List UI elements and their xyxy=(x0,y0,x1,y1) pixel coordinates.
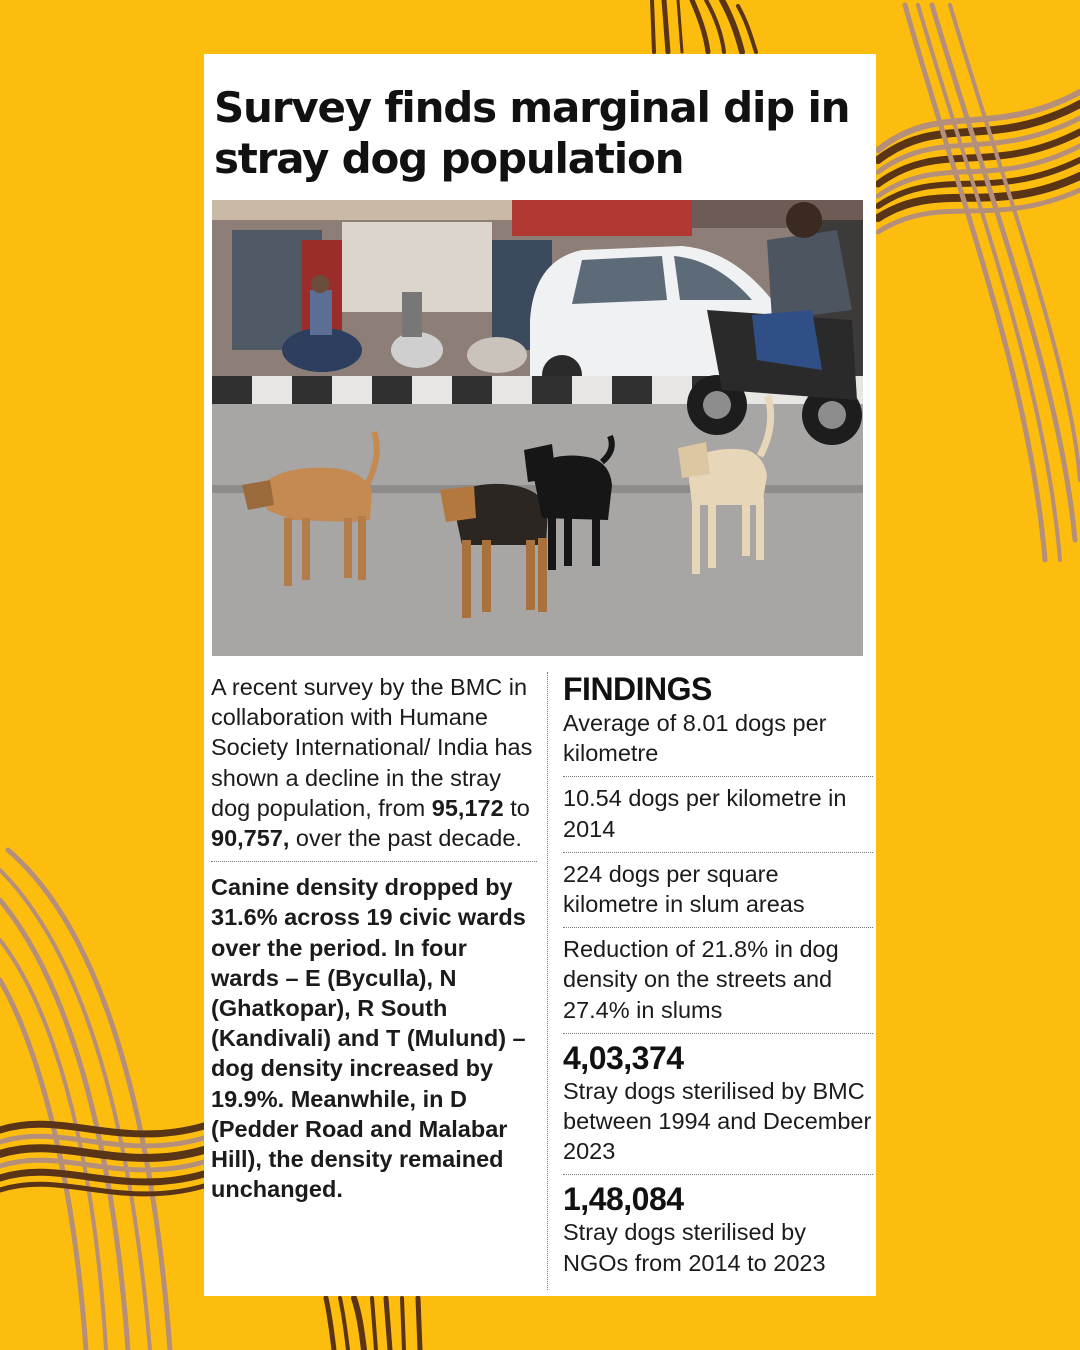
finding-text: Stray dogs sterilised by NGOs from 2014 to 2023 xyxy=(563,1219,826,1276)
finding-item xyxy=(563,708,873,777)
left-arcs xyxy=(0,850,170,1350)
finding-item xyxy=(563,1175,873,1285)
finding-number: 1,48,084 xyxy=(563,1181,684,1218)
findings-title: FINDINGS xyxy=(563,671,712,707)
dotted-divider xyxy=(211,861,537,862)
top-center-strokes xyxy=(652,0,756,52)
top-right-wave xyxy=(878,92,1080,232)
right-arcs xyxy=(905,5,1080,560)
column-divider xyxy=(547,672,548,1290)
population-from: 95,172 xyxy=(431,794,504,821)
article-body xyxy=(211,672,537,1204)
finding-item xyxy=(563,777,873,852)
lead-text-1: A recent survey by the BMC in collaboration with Humane Society International/ India has shown a decline in the stray dog population, from xyxy=(211,674,533,821)
lead-text-3: over the past decade. xyxy=(289,825,522,852)
bottom-center-strokes xyxy=(326,1298,420,1350)
finding-text: Stray dogs sterilised by BMC between 1994 and December 2023 xyxy=(563,1077,872,1165)
findings-box xyxy=(563,670,873,1286)
news-clipping xyxy=(204,54,876,1296)
population-to: 90,757, xyxy=(211,825,290,852)
lead-text-2: to xyxy=(503,794,530,821)
finding-item xyxy=(563,1034,873,1176)
finding-text: Average of 8.01 dogs per kilometre xyxy=(563,710,827,767)
bottom-left-wave xyxy=(0,1124,204,1194)
lead-paragraph xyxy=(211,672,537,861)
finding-text: Reduction of 21.8% in dog density on the streets and 27.4% in slums xyxy=(563,936,839,1023)
density-paragraph: Canine density dropped by 31.6% across 19 civic wards over the period. In four wards – E (Byculla), N (Ghatkopar), R South (Kandivali) and T (Mulund) – dog density increased by 19.9%. Meanwhile, in D (Pedder Road and Malabar Hill), the density remained unchanged. xyxy=(211,874,526,1203)
photo-stray-dogs xyxy=(212,200,863,656)
finding-text: 10.54 dogs per kilometre in 2014 xyxy=(563,785,847,842)
finding-item xyxy=(563,928,873,1034)
headline: Survey finds marginal dip in stray dog population xyxy=(214,83,850,183)
finding-text: 224 dogs per square kilometre in slum areas xyxy=(563,860,805,918)
finding-number: 4,03,374 xyxy=(563,1039,684,1076)
photo-illustration xyxy=(212,200,863,656)
finding-item xyxy=(563,853,873,928)
